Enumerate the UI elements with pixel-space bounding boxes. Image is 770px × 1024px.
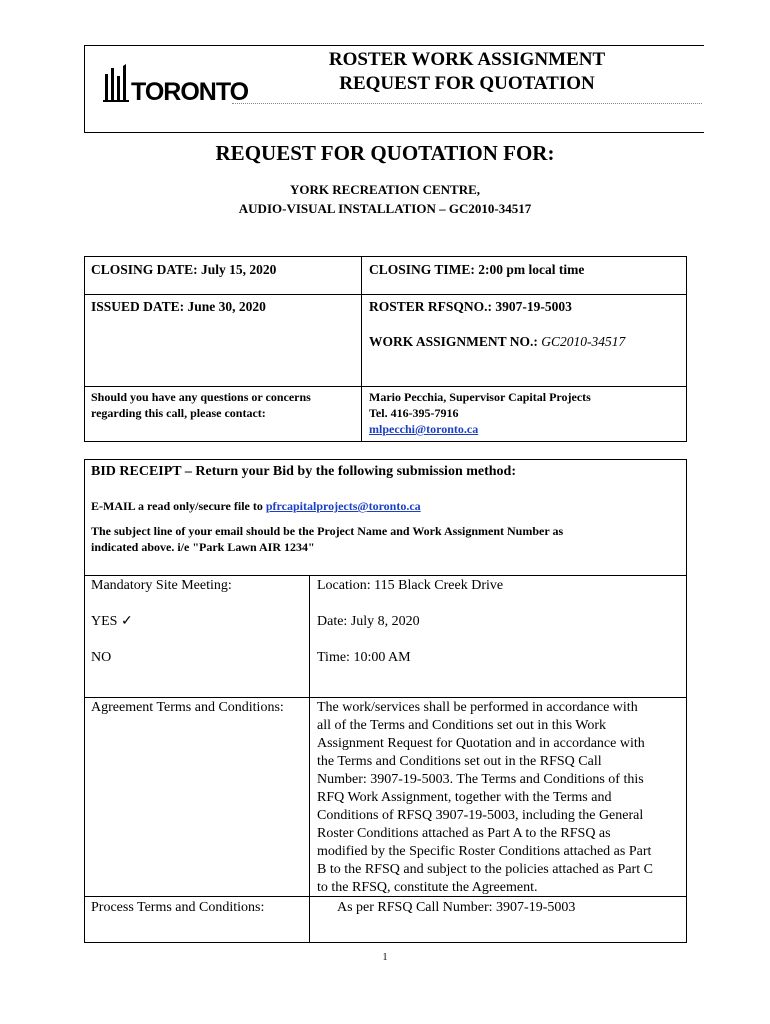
issued-date: ISSUED DATE: June 30, 2020: [91, 299, 266, 314]
contact-email-link[interactable]: mlpecchi@toronto.ca: [369, 422, 479, 436]
roster-number: ROSTER RFSQNO.: 3907-19-5003: [369, 299, 572, 314]
agreement-line: Conditions of RFSQ 3907-19-5003, including the General: [317, 808, 644, 823]
site-meeting-label: Mandatory Site Meeting:: [91, 578, 232, 593]
bid-receipt-heading: BID RECEIPT – Return your Bid by the following submission method:: [91, 464, 517, 479]
agreement-line: The work/services shall be performed in accordance with: [317, 700, 638, 715]
agreement-line: Roster Conditions attached as Part A to the RFSQ as: [317, 826, 611, 841]
agreement-text: [317, 699, 687, 897]
header-title-line1: ROSTER WORK ASSIGNMENT: [328, 49, 606, 70]
bid-email-prefix: E-MAIL a read only/secure file to: [91, 499, 263, 513]
agreement-line: the Terms and Conditions set out in the RFSQ Call: [317, 754, 602, 769]
site-meeting-date: Date: July 8, 2020: [317, 614, 420, 629]
site-meeting-location: Location: 115 Black Creek Drive: [317, 578, 504, 593]
contact-prompt-line2: regarding this call, please contact:: [91, 406, 266, 420]
agreement-line: RFQ Work Assignment, together with the Terms and: [317, 790, 612, 805]
header-title: [232, 48, 702, 96]
contact-prompt-line1: Should you have any questions or concerns: [91, 390, 311, 404]
agreement-line: Assignment Request for Quotation and in accordance with: [317, 736, 645, 751]
work-assignment-number: [369, 334, 625, 350]
toronto-logo: [103, 60, 249, 106]
process-label: Process Terms and Conditions:: [91, 900, 265, 915]
project-subtitle: [0, 180, 770, 218]
logo-text: TORONTO: [131, 78, 249, 106]
process-value: As per RFSQ Call Number: 3907-19-5003: [337, 900, 576, 915]
site-meeting-no: NO: [91, 650, 112, 665]
work-assignment-label: WORK ASSIGNMENT NO.:: [369, 334, 538, 349]
site-meeting-time: Time: 10:00 AM: [317, 650, 411, 665]
agreement-line: to the RFSQ, constitute the Agreement.: [317, 880, 538, 895]
closing-time: CLOSING TIME: 2:00 pm local time: [369, 262, 585, 277]
bid-subject-instructions: [91, 523, 563, 555]
bid-email-link[interactable]: pfrcapitalprojects@toronto.ca: [265, 499, 421, 513]
main-title: REQUEST FOR QUOTATION FOR:: [215, 141, 555, 165]
header-divider: [232, 103, 702, 104]
contact-tel: Tel. 416-395-7916: [369, 406, 459, 420]
header-title-line2: REQUEST FOR QUOTATION: [339, 73, 595, 94]
submission-table: [84, 459, 687, 943]
contact-name: Mario Pecchia, Supervisor Capital Projects: [369, 390, 591, 404]
subtitle-line1: YORK RECREATION CENTRE,: [289, 182, 481, 197]
agreement-line: modified by the Specific Roster Conditions attached as Part: [317, 844, 652, 859]
site-meeting-yes: YES ✓: [91, 614, 133, 629]
bid-email-line: [91, 498, 421, 514]
agreement-line: B to the RFSQ and subject to the policies attached as Part C: [317, 862, 653, 877]
bid-subject-line2: indicated above. i/e "Park Lawn AIR 1234": [91, 540, 315, 554]
agreement-line: all of the Terms and Conditions set out in this Work: [317, 718, 607, 733]
agreement-line: Number: 3907-19-5003. The Terms and Conditions of this: [317, 772, 644, 787]
agreement-label: Agreement Terms and Conditions:: [91, 700, 284, 715]
page-number: 1: [382, 952, 388, 963]
info-table: [84, 256, 687, 442]
contact-details: [369, 389, 591, 437]
closing-date: CLOSING DATE: July 15, 2020: [91, 262, 277, 277]
work-assignment-value: GC2010-34517: [541, 334, 626, 349]
subtitle-line2: AUDIO-VISUAL INSTALLATION – GC2010-34517: [238, 201, 532, 216]
bid-subject-line1: The subject line of your email should be the Project Name and Work Assignment Number as: [91, 524, 564, 538]
contact-prompt: [91, 389, 311, 421]
